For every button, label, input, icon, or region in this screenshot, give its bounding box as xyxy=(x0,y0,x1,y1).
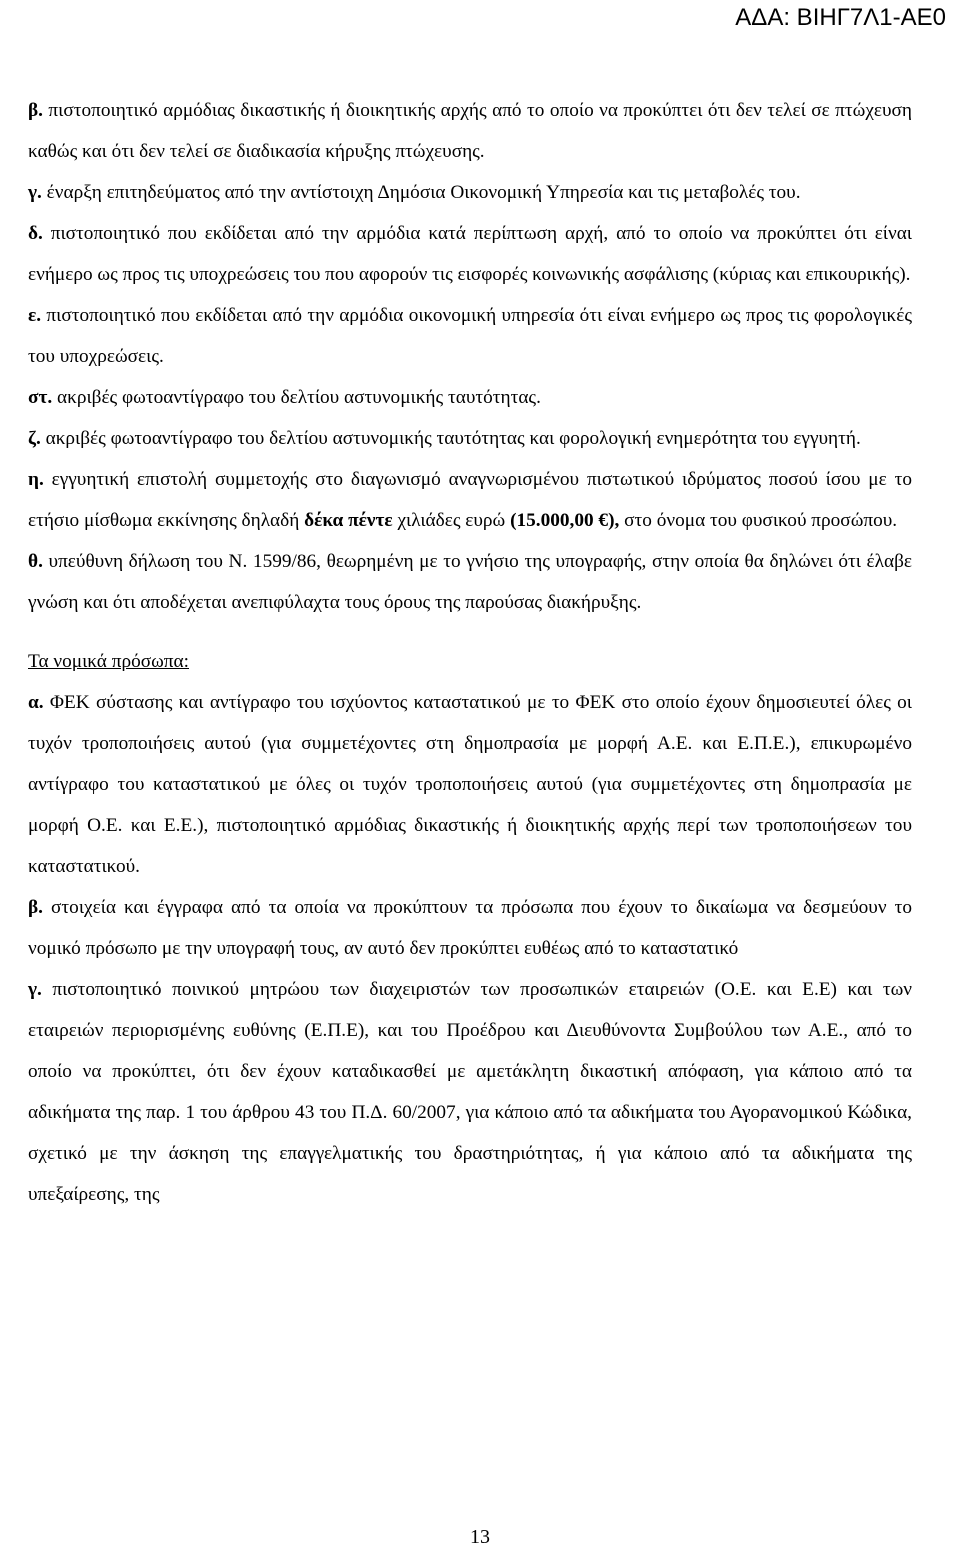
item-text: εγγυητική επιστολή συμμετοχής στο διαγωνισμό αναγνωρισμένου πιστωτικού ιδρύματος ποσού ίσου με το ετήσιο μίσθωμα εκκίνησης δηλαδή xyxy=(28,469,912,531)
list-item xyxy=(28,295,912,377)
item-marker: β. xyxy=(28,897,43,918)
item-marker: γ. xyxy=(28,182,42,203)
list-item xyxy=(28,682,912,887)
bold-amount-words: δέκα πέντε xyxy=(304,510,393,531)
item-text: ΦΕΚ σύστασης και αντίγραφο του ισχύοντος καταστατικού με το ΦΕΚ στο οποίο έχουν δημοσιευτεί όλες οι τυχόν τροποποιήσεις αυτού (για συμμετέχοντες στη δημοπρασία με μορφή Α.Ε. και Ε.Π.Ε.), επικυρωμένο αντίγραφο του καταστατικού με όλες οι τυχόν τροποποιήσεις αυτού (για συμμετέχοντες στη δημοπρασία με μορφή Ο.Ε. και Ε.Ε.), πιστοποιητικό αρμόδιας δικαστικής ή διοικητικής αρχής περί των τροποποιήσεων του καταστατικού. xyxy=(28,692,912,877)
item-text: χιλιάδες ευρώ xyxy=(392,510,511,531)
item-text: πιστοποιητικό ποινικού μητρώου των διαχειριστών των προσωπικών εταιρειών (Ο.Ε. και Ε.Ε) και των εταιρειών περιορισμένης ευθύνης (Ε.Π.Ε), και του Προέδρου και Διευθύνοντα Συμβούλου των Α.Ε., από το οποίο να προκύπτει, ότι δεν έχουν καταδικασθεί με αμετάκλητη δικαστική απόφαση, για κάποιο από τα αδικήματα της παρ. 1 του άρθρου 43 του Π.Δ. 60/2007, για κάποιο από τα αδικήματα του Αγορανομικού Κώδικα, σχετικό με την άσκηση της επαγγελματικής του δραστηριότητας, ή για κάποιο από τα αδικήματα της υπεξαίρεσης, της xyxy=(28,979,912,1205)
bold-amount: (15.000,00 €), xyxy=(510,510,620,531)
section-heading: Τα νομικά πρόσωπα: xyxy=(28,651,189,672)
item-marker: α. xyxy=(28,692,44,713)
item-marker: δ. xyxy=(28,223,43,244)
item-marker: στ. xyxy=(28,387,53,408)
list-item xyxy=(28,90,912,172)
item-text: ακριβές φωτοαντίγραφο του δελτίου αστυνομικής ταυτότητας. xyxy=(52,387,541,408)
item-text: πιστοποιητικό που εκδίδεται από την αρμόδια οικονομική υπηρεσία ότι είναι ενήμερο ως προς τις φορολογικές του υποχρεώσεις. xyxy=(28,305,912,367)
list-item xyxy=(28,172,912,213)
list-item xyxy=(28,377,912,418)
item-text: ακριβές φωτοαντίγραφο του δελτίου αστυνομικής ταυτότητας και φορολογική ενημερότητα του εγγυητή. xyxy=(40,428,861,449)
item-marker: θ. xyxy=(28,551,43,572)
item-marker: ζ. xyxy=(28,428,41,449)
item-text: στοιχεία και έγγραφα από τα οποία να προκύπτουν τα πρόσωπα που έχουν το δικαίωμα να δεσμεύουν το νομικό πρόσωπο με την υπογραφή τους, αν αυτό δεν προκύπτει ευθέως από το καταστατικό xyxy=(28,897,912,959)
list-item xyxy=(28,213,912,295)
list-item xyxy=(28,418,912,459)
item-text: στο όνομα του φυσικού προσώπου. xyxy=(619,510,898,531)
list-item xyxy=(28,459,912,541)
list-item xyxy=(28,887,912,969)
item-text: πιστοποιητικό που εκδίδεται από την αρμόδια κατά περίπτωση αρχή, από το οποίο να προκύπτει ότι είναι ενήμερο ως προς τις υποχρεώσεις του που αφορούν τις εισφορές κοινωνικής ασφάλισης (κύριας και επικουρικής). xyxy=(28,223,912,285)
document-body xyxy=(28,90,912,1215)
page-number: 13 xyxy=(470,1526,490,1548)
item-marker: β. xyxy=(28,100,43,121)
item-text: έναρξη επιτηδεύματος από την αντίστοιχη Δημόσια Οικονομική Υπηρεσία και τις μεταβολές του. xyxy=(41,182,801,203)
item-text: υπεύθυνη δήλωση του Ν. 1599/86, θεωρημένη με το γνήσιο της υπογραφής, στην οποία θα δηλώνει ότι έλαβε γνώση και ότι αποδέχεται ανεπιφύλαχτα τους όρους της παρούσας διακήρυξης. xyxy=(28,551,912,613)
item-marker: γ. xyxy=(28,979,42,1000)
item-marker: η. xyxy=(28,469,44,490)
list-item xyxy=(28,969,912,1215)
ada-code: ΑΔΑ: ΒΙΗΓ7Λ1-ΑΕ0 xyxy=(735,4,946,31)
list-item xyxy=(28,541,912,623)
spacer xyxy=(28,623,912,641)
item-marker: ε. xyxy=(28,305,42,326)
item-text: πιστοποιητικό αρμόδιας δικαστικής ή διοικητικής αρχής από το οποίο να προκύπτει ότι δεν τελεί σε πτώχευση καθώς και ότι δεν τελεί σε διαδικασία κήρυξης πτώχευσης. xyxy=(28,100,912,162)
